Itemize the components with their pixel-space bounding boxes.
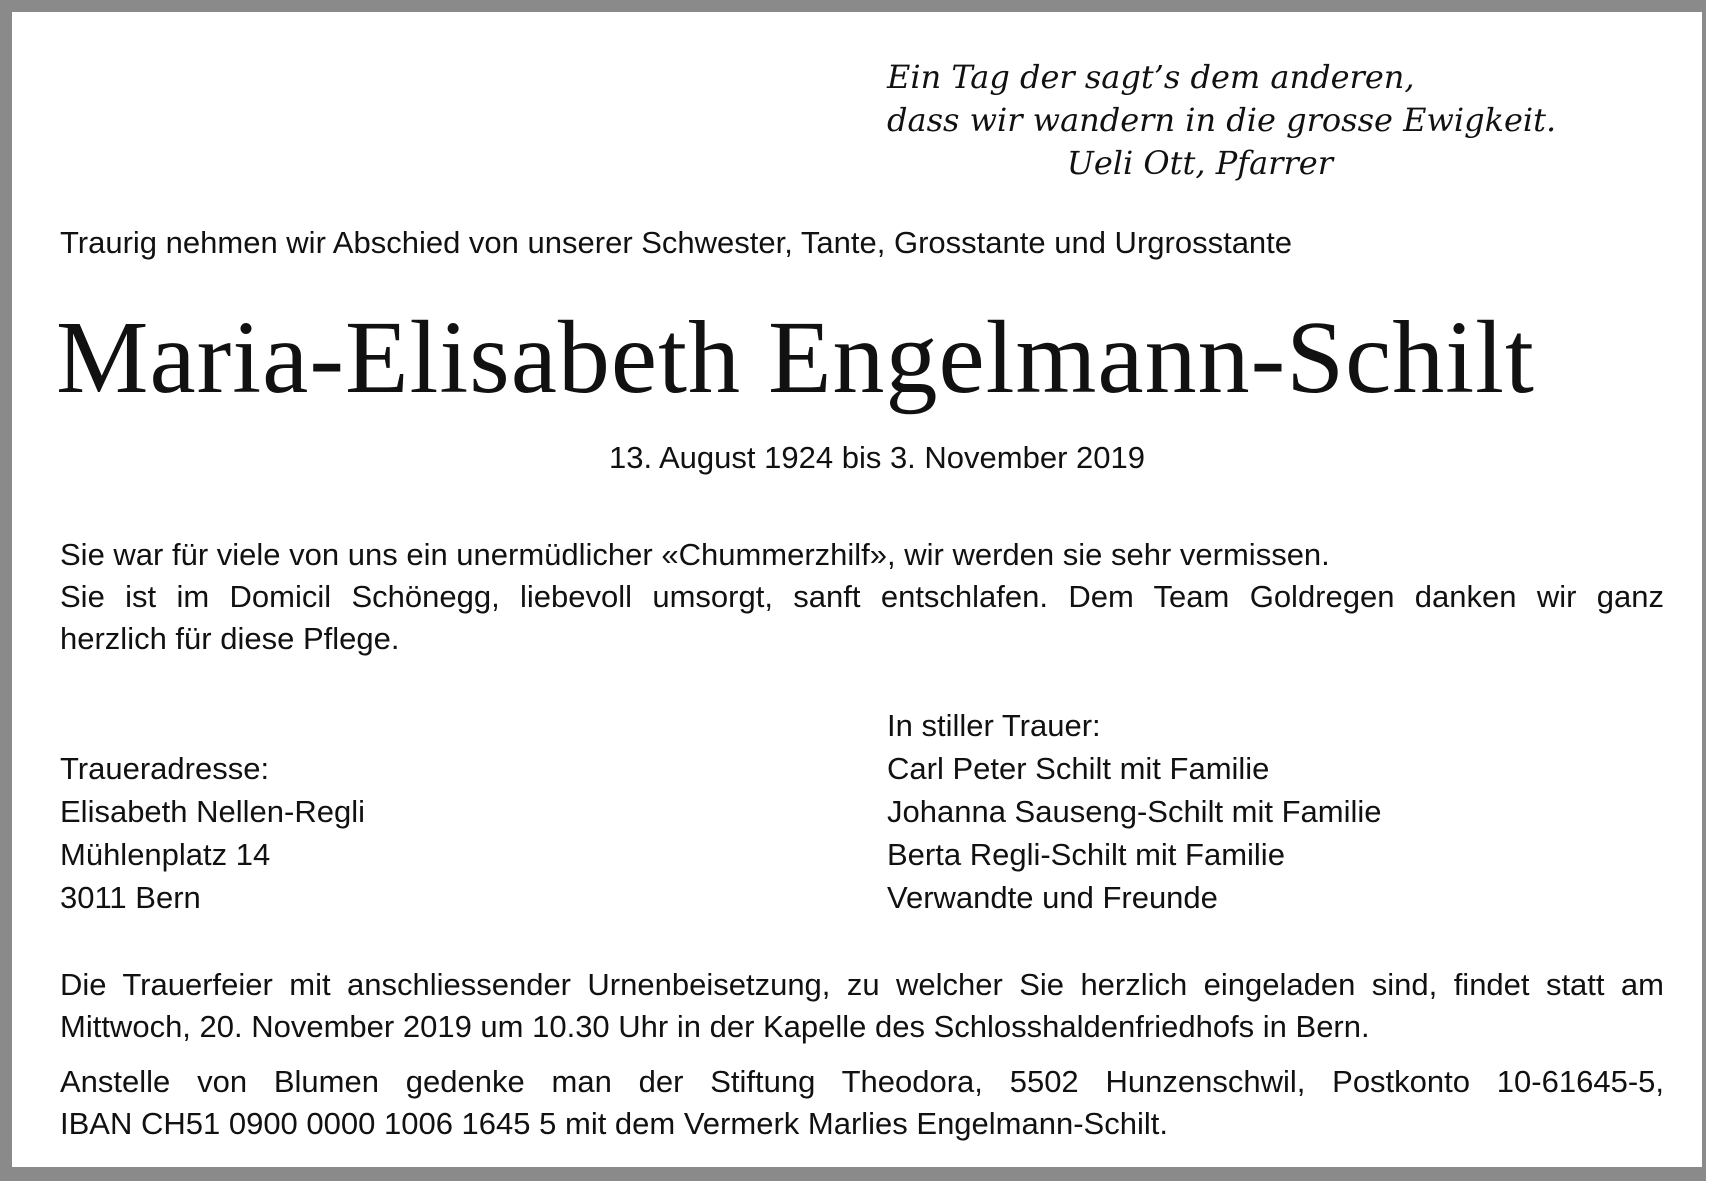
tribute-line-2: Sie ist im Domicil Schönegg, liebevoll umsorgt, sanft entschlafen. Dem Team Goldregen danken wir ganz xyxy=(60,579,1664,614)
tribute-line-3: herzlich für diese Pflege. xyxy=(60,621,400,656)
mourning-address xyxy=(60,747,365,919)
life-dates: 13. August 1924 bis 3. November 2019 xyxy=(609,440,1145,475)
address-label: Traueradresse: xyxy=(60,751,270,786)
tribute-line-1: Sie war für viele von uns ein unermüdlicher «Chummerzhilf», wir werden sie sehr vermissen. xyxy=(60,537,1330,572)
mourner-item: Berta Regli-Schilt mit Familie xyxy=(887,837,1285,872)
donation-line-2: IBAN CH51 0900 0000 1006 1645 5 mit dem Vermerk Marlies Engelmann-Schilt. xyxy=(60,1106,1168,1141)
mourner-item: Verwandte und Freunde xyxy=(887,880,1218,915)
quote-line-2: dass wir wandern in die grosse Ewigkeit. xyxy=(887,101,1557,139)
funeral-info-paragraph xyxy=(60,964,1664,1048)
donation-line-1: Anstelle von Blumen gedenke man der Stiftung Theodora, 5502 Hunzenschwil, Postkonto 10-61645-5, xyxy=(60,1064,1664,1099)
mourners-label: In stiller Trauer: xyxy=(887,708,1101,743)
mourner-item: Carl Peter Schilt mit Familie xyxy=(887,751,1270,786)
tribute-paragraph xyxy=(60,534,1664,660)
intro-text: Traurig nehmen wir Abschied von unserer Schwester, Tante, Grosstante und Urgrosstante xyxy=(60,225,1293,260)
address-street: Mühlenplatz 14 xyxy=(60,837,271,872)
donation-paragraph xyxy=(60,1061,1664,1145)
mourners-list xyxy=(887,704,1382,919)
quote-line-1: Ein Tag der sagt’s dem anderen, xyxy=(887,58,1415,96)
address-name: Elisabeth Nellen-Regli xyxy=(60,794,365,829)
page-edge xyxy=(1702,0,1724,1181)
funeral-info-line-2: Mittwoch, 20. November 2019 um 10.30 Uhr in der Kapelle des Schlosshaldenfriedhofs in Bern. xyxy=(60,1009,1370,1044)
mourner-item: Johanna Sauseng-Schilt mit Familie xyxy=(887,794,1382,829)
address-city: 3011 Bern xyxy=(60,880,201,915)
deceased-name: Maria-Elisabeth Engelmann-Schilt xyxy=(56,300,1535,415)
epigraph-quote xyxy=(887,56,1557,185)
obituary-notice xyxy=(12,12,1702,1167)
funeral-info-line-1: Die Trauerfeier mit anschliessender Urnenbeisetzung, zu welcher Sie herzlich eingeladen sind, findet statt am xyxy=(60,967,1664,1002)
quote-author: Ueli Ott, Pfarrer xyxy=(1066,144,1333,182)
